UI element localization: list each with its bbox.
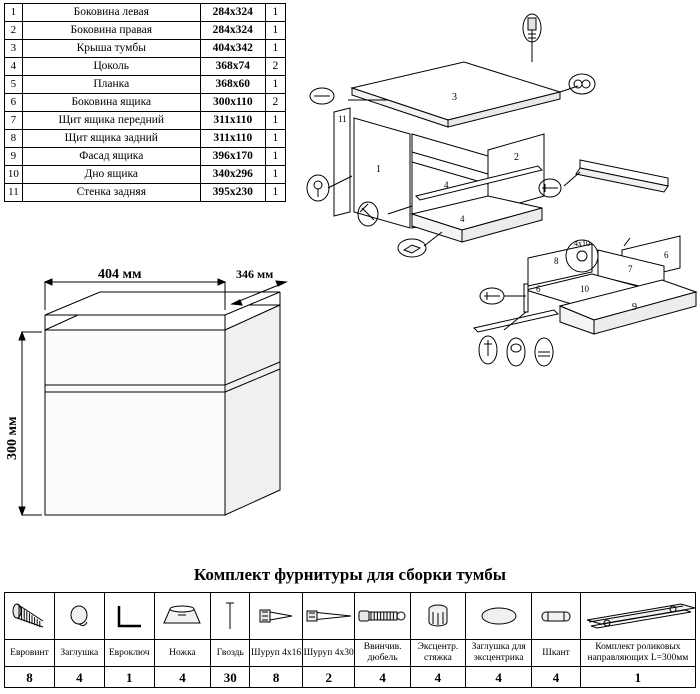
- slide-rail-icon: [580, 593, 695, 640]
- hardware-label: Заглушка для эксцентрика: [466, 640, 532, 667]
- hardware-count: 4: [355, 667, 410, 688]
- hardware-count: 2: [302, 667, 355, 688]
- hardware-label: Евроключ: [104, 640, 154, 667]
- hardware-count: 4: [410, 667, 465, 688]
- table-row: [5, 112, 286, 130]
- hardware-count: 1: [104, 667, 154, 688]
- exploded-assembly-diagram: [292, 0, 700, 400]
- cam-lock-icon: [410, 593, 465, 640]
- part-quantity: 1: [265, 166, 285, 184]
- screw-4x30-icon: [302, 593, 355, 640]
- hardware-label: Шуруп 4х16: [250, 640, 303, 667]
- table-row: [5, 76, 286, 94]
- part-dimensions: 396х170: [200, 148, 265, 166]
- part-name: Боковина ящика: [22, 94, 200, 112]
- callout-10: 10: [580, 284, 589, 294]
- callout-11: 11: [338, 114, 347, 124]
- part-dimensions: 300х110: [200, 94, 265, 112]
- part-name: Дно ящика: [22, 166, 200, 184]
- part-quantity: 1: [265, 184, 285, 202]
- dowel-icon: [355, 593, 410, 640]
- svg-text:4: 4: [460, 214, 465, 224]
- part-index: 6: [5, 94, 23, 112]
- depth-dimension-label: 346 мм: [236, 267, 274, 281]
- hardware-label: Ввинчив. дюбель: [355, 640, 410, 667]
- part-quantity: 1: [265, 22, 285, 40]
- callout-8: 8: [554, 256, 559, 266]
- cam-cap-icon: [466, 593, 532, 640]
- table-row: [5, 94, 286, 112]
- screw-4x16-icon: [250, 593, 303, 640]
- dowel-pin-icon: [532, 593, 581, 640]
- hardware-label: Шуруп 4х30: [302, 640, 355, 667]
- callout-7: 7: [628, 264, 633, 274]
- part-quantity: 2: [265, 94, 285, 112]
- part-name: Планка: [22, 76, 200, 94]
- part-quantity: 2: [265, 58, 285, 76]
- part-quantity: 1: [265, 148, 285, 166]
- part-name: Стенка задняя: [22, 184, 200, 202]
- nail-icon: [211, 593, 250, 640]
- hardware-count: 30: [211, 667, 250, 688]
- part-name: Боковина правая: [22, 22, 200, 40]
- detail-label-4x10: 4х10: [574, 239, 590, 248]
- hardware-count: 1: [580, 667, 695, 688]
- table-row: [5, 130, 286, 148]
- callout-2: 2: [514, 152, 519, 163]
- part-name: Цоколь: [22, 58, 200, 76]
- callout-6-right: 6: [664, 250, 669, 260]
- table-row: [5, 40, 286, 58]
- hardware-count: 4: [154, 667, 211, 688]
- hardware-table: [4, 592, 696, 688]
- euro-screw-icon: [5, 593, 55, 640]
- part-dimensions: 284х324: [200, 22, 265, 40]
- part-dimensions: 284х324: [200, 4, 265, 22]
- part-quantity: 1: [265, 4, 285, 22]
- part-index: 9: [5, 148, 23, 166]
- part-index: 3: [5, 40, 23, 58]
- part-name: Боковина левая: [22, 4, 200, 22]
- part-quantity: 1: [265, 112, 285, 130]
- part-name: Фасад ящика: [22, 148, 200, 166]
- part-index: 4: [5, 58, 23, 76]
- hardware-count: 8: [5, 667, 55, 688]
- foot-icon: [154, 593, 211, 640]
- part-dimensions: 311х110: [200, 130, 265, 148]
- width-dimension-label: 404 мм: [98, 267, 142, 282]
- part-dimensions: 404х342: [200, 40, 265, 58]
- hardware-label: Заглушка: [54, 640, 104, 667]
- part-dimensions: 340х296: [200, 166, 265, 184]
- hardware-count: 4: [532, 667, 581, 688]
- part-index: 1: [5, 4, 23, 22]
- table-row: [5, 148, 286, 166]
- part-index: 8: [5, 130, 23, 148]
- hardware-label: Комплект роликовых направляющих L=300мм: [580, 640, 695, 667]
- part-dimensions: 395х230: [200, 184, 265, 202]
- part-quantity: 1: [265, 40, 285, 58]
- hex-key-icon: [104, 593, 154, 640]
- part-index: 2: [5, 22, 23, 40]
- part-quantity: 1: [265, 76, 285, 94]
- hardware-label: Ножка: [154, 640, 211, 667]
- height-dimension-label: 300 мм: [5, 416, 20, 460]
- part-dimensions: 311х110: [200, 112, 265, 130]
- parts-table: [4, 3, 286, 202]
- callout-9: 9: [632, 302, 637, 313]
- table-row: [5, 166, 286, 184]
- part-name: Щит ящика передний: [22, 112, 200, 130]
- callout-1: 1: [376, 164, 381, 175]
- hardware-label: Евровинт: [5, 640, 55, 667]
- hardware-count: 4: [466, 667, 532, 688]
- callout-3: 3: [452, 92, 457, 103]
- part-index: 5: [5, 76, 23, 94]
- cap-icon: [54, 593, 104, 640]
- callout-4-top: 4: [444, 180, 449, 190]
- hardware-count: 4: [54, 667, 104, 688]
- hardware-label: Гвоздь: [211, 640, 250, 667]
- table-row: [5, 22, 286, 40]
- callout-6-left: 6: [536, 284, 541, 294]
- part-index: 7: [5, 112, 23, 130]
- part-index: 11: [5, 184, 23, 202]
- part-dimensions: 368х74: [200, 58, 265, 76]
- hardware-count: 8: [250, 667, 303, 688]
- hardware-label: Эксцентр. стяжка: [410, 640, 465, 667]
- table-row: [5, 184, 286, 202]
- part-quantity: 1: [265, 130, 285, 148]
- part-dimensions: 368х60: [200, 76, 265, 94]
- hardware-label: Шкант: [532, 640, 581, 667]
- table-row: [5, 4, 286, 22]
- dimension-drawing: [0, 267, 300, 560]
- table-row: [5, 58, 286, 76]
- part-index: 10: [5, 166, 23, 184]
- hardware-section-title: Комплект фурнитуры для сборки тумбы: [193, 565, 507, 584]
- part-name: Щит ящика задний: [22, 130, 200, 148]
- part-name: Крыша тумбы: [22, 40, 200, 58]
